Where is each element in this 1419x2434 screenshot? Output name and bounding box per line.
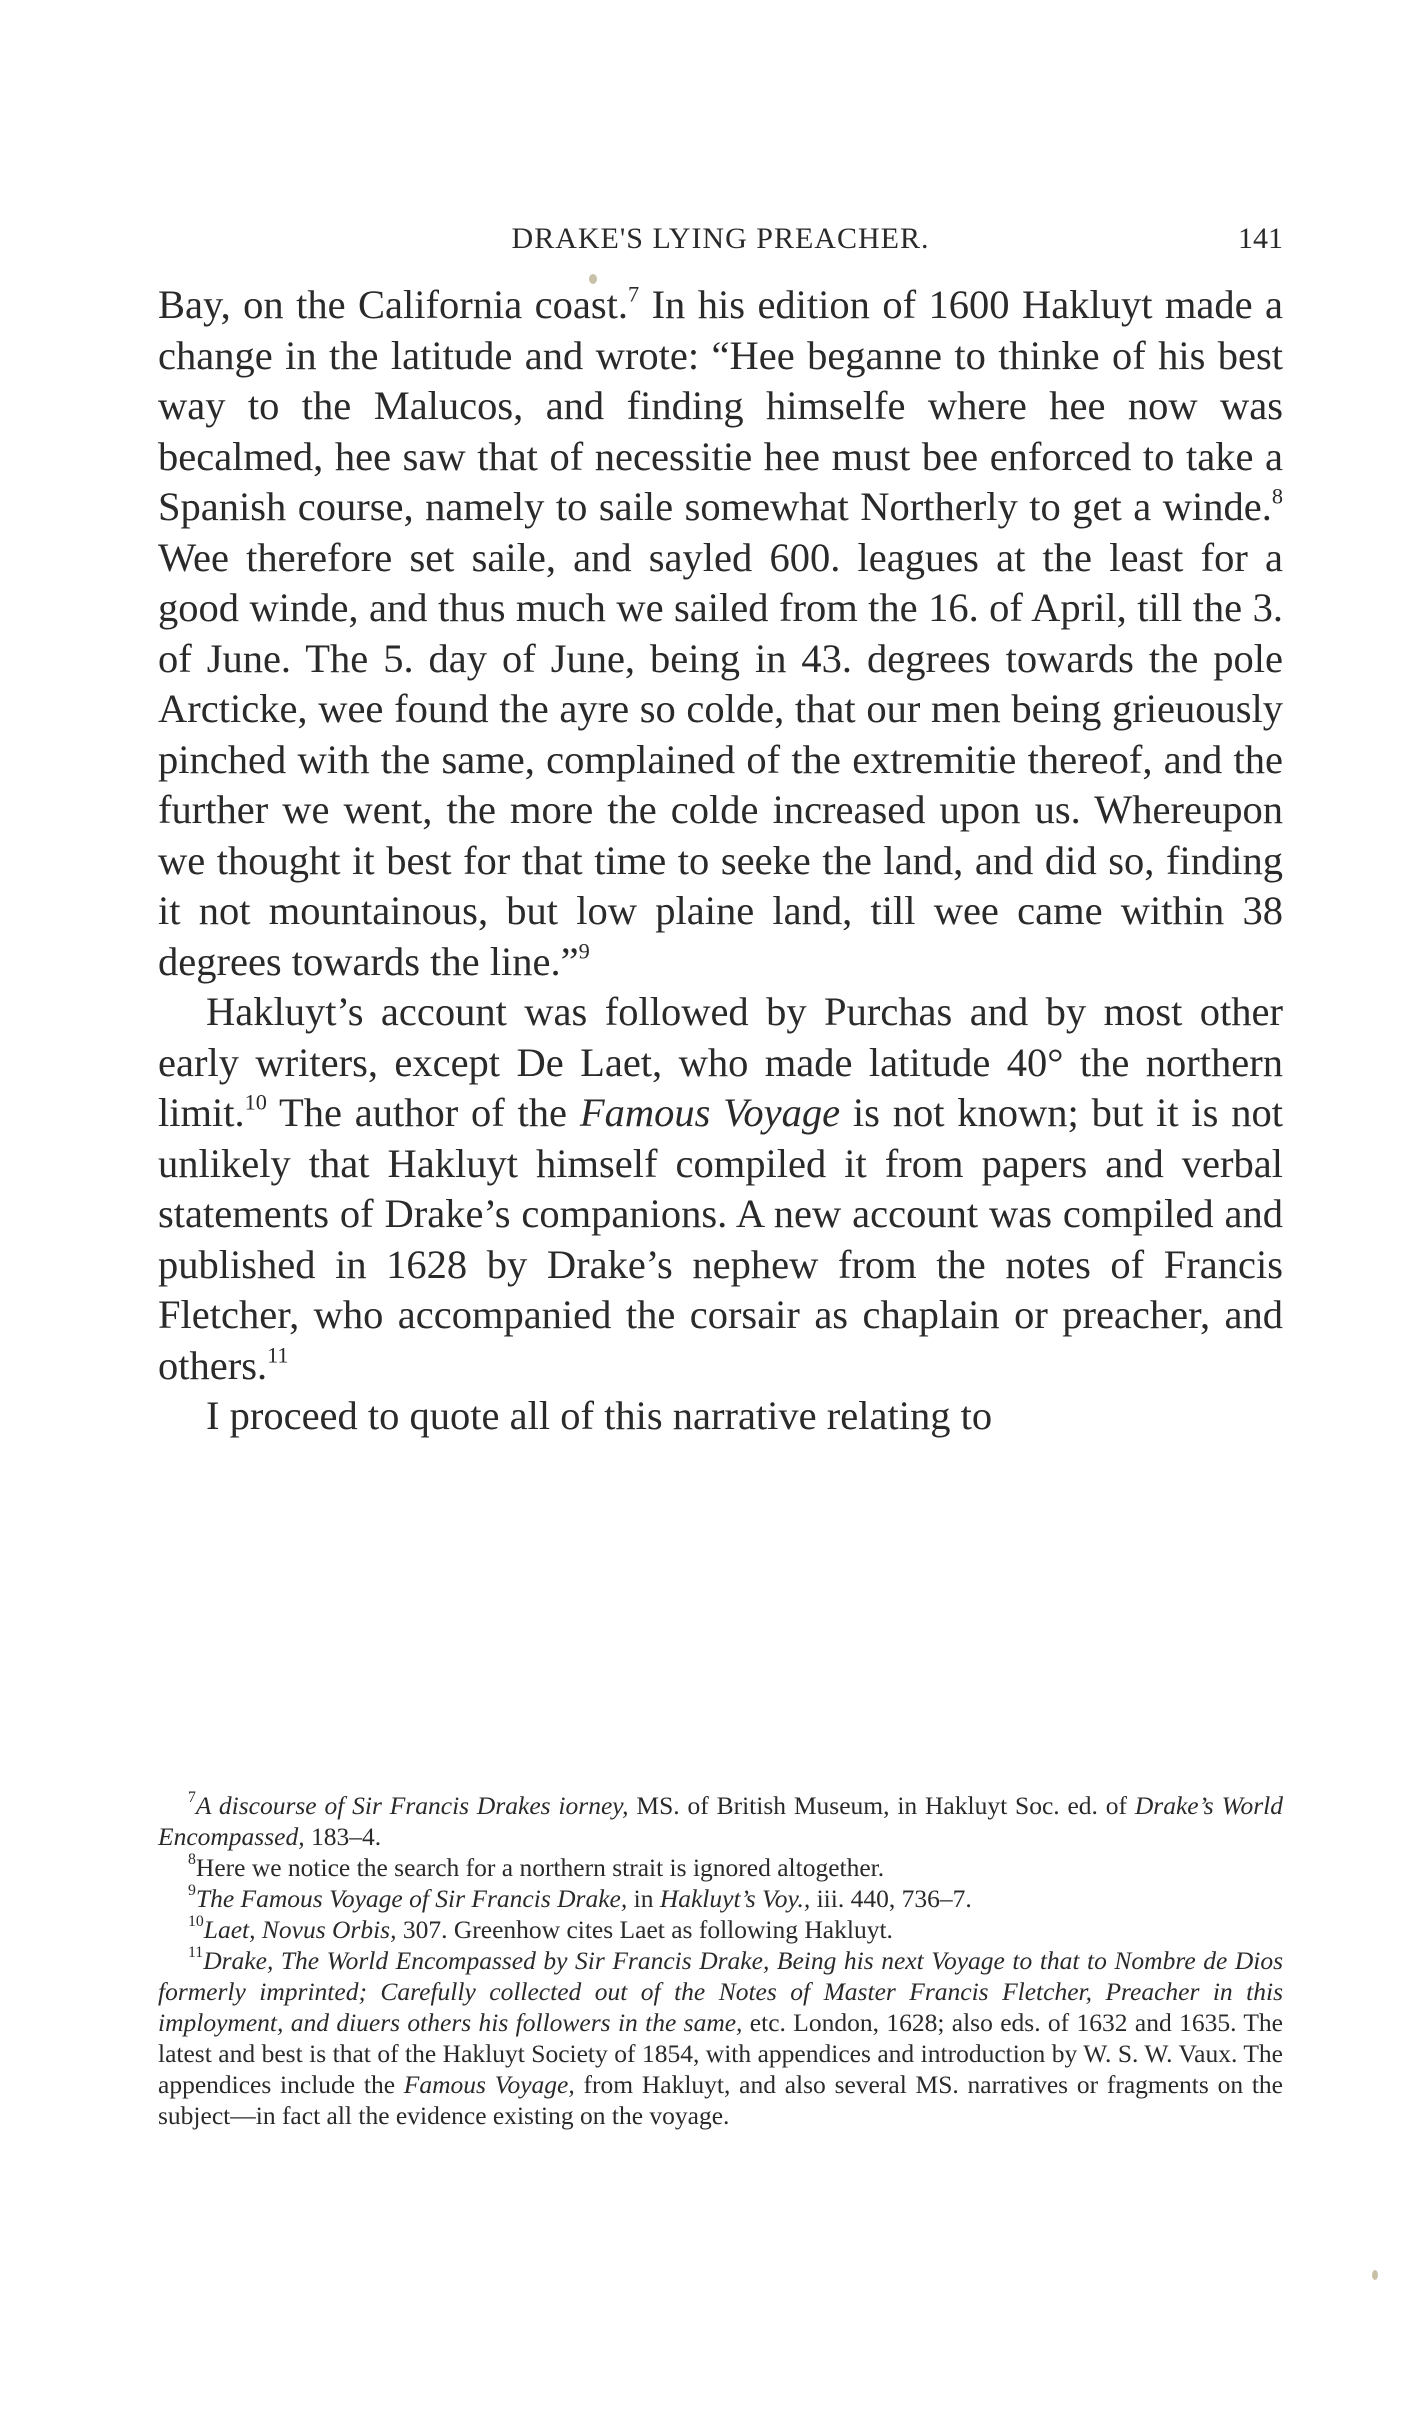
italic-title: A discourse of Sir Francis Drakes iorney, (195, 1791, 629, 1820)
footnote-ref-11: 11 (267, 1341, 289, 1367)
italic-title: Famous Voyage (579, 1090, 841, 1135)
italic-title: Laet, Novus Orbis, (203, 1915, 397, 1944)
text-run: iii. 440, 736–7. (810, 1884, 972, 1913)
text-run: etc. London, 1628; also eds. of 1632 and 1635. The latest and best is that of the Hakluyt Society of 1854, with appendices and introduction by W. S. W. Vaux. The appendices include the (158, 2008, 1283, 2099)
footnote-7 (158, 1790, 1283, 1852)
footnote-mark: 8 (188, 1851, 196, 1869)
text-run: The author of the (266, 1090, 580, 1135)
text-run: from Hakluyt, and also several MS. narratives or fragments on the subject—in fact all the evidence existing on the voyage. (158, 2070, 1283, 2130)
paragraph-3: I proceed to quote all of this narrative relating to (206, 1393, 993, 1438)
italic-title: Famous Voyage, (403, 2070, 575, 2099)
ink-mark (1372, 2270, 1378, 2280)
footnote-ref-9: 9 (578, 937, 590, 963)
page-number: 141 (1238, 222, 1283, 255)
footnote-ref-10: 10 (244, 1089, 267, 1115)
footnote-ref-7: 7 (628, 281, 640, 307)
footnote-mark: 9 (188, 1882, 196, 1900)
paragraph-1 (158, 280, 1283, 987)
text-run: MS. of British Museum, in Hakluyt Soc. ed. of (628, 1791, 1135, 1820)
footnote-mark: 10 (188, 1913, 204, 1931)
footnote-ref-8: 8 (1271, 483, 1283, 509)
italic-title: The Famous Voyage of Sir Francis Drake, (195, 1884, 628, 1913)
text-run: Hakluyt’s account was followed by Purchas and by most other early writers, except De Laet, who made latitude 40° the northern limit. (158, 989, 1283, 1135)
footnote-mark: 7 (188, 1789, 196, 1807)
text-run: 307. Greenhow cites Laet as following Hakluyt. (396, 1915, 893, 1944)
footnote-9 (158, 1883, 1283, 1914)
italic-title: Drake, The World Encompassed by Sir Francis Drake, Being his next Voyage to that to Nombre de Dios formerly imprinted; Carefully collected out of the Notes of Master Francis Fletcher, Preacher in this imployment, and diuers others his followers in the same, (158, 1946, 1283, 2037)
footnotes (158, 1790, 1283, 2131)
text-run: In his edition of 1600 Hakluyt made a change in the latitude and wrote: “Hee beganne to thinke of his best way to the Malucos, and finding himselfe where hee now was becalmed, hee saw that of necessitie hee must bee enforced to take a Spanish course, namely to saile somewhat Northerly to get a winde. (158, 282, 1283, 529)
italic-title: Hakluyt’s Voy., (659, 1884, 811, 1913)
footnote-10 (158, 1914, 1283, 1945)
text-run: 183–4. (304, 1822, 382, 1851)
body-text (158, 280, 1283, 1442)
paragraph-2 (158, 987, 1283, 1391)
text-run: in (627, 1884, 660, 1913)
text-run: Bay, on the California coast. (158, 282, 628, 327)
footnote-11 (158, 1945, 1283, 2131)
page-header (158, 222, 1283, 262)
footnote-8 (158, 1852, 1283, 1883)
italic-title: Drake’s World Encompassed, (158, 1791, 1283, 1851)
text-run: Wee therefore set saile, and sayled 600. leagues at the least for a good winde, and thus much we sailed from the 16. of April, till the 3. of June. The 5. day of June, being in 43. degrees towards the pole Arcticke, wee found the ayre so colde, that our men being grieuously pinched with the same, complained of the extremitie thereof, and the further we went, the more the colde increased upon us. Whereupon we thought it best for that time to seeke the land, and did so, finding it not mountainous, but low plaine land, till wee came within 38 degrees towards the line.” (158, 534, 1283, 984)
text-run: Here we notice the search for a northern strait is ignored altogether. (195, 1853, 885, 1882)
footnote-mark: 11 (188, 1944, 204, 1962)
text-run: is not known; but it is not unlikely that Hakluyt himself compiled it from papers and verbal statements of Drake’s companions. A new account was compiled and published in 1628 by Drake’s nephew from the notes of Francis Fletcher, who accompanied the corsair as chaplain or preacher, and others. (158, 1090, 1283, 1388)
running-head: DRAKE'S LYING PREACHER. (511, 222, 930, 255)
